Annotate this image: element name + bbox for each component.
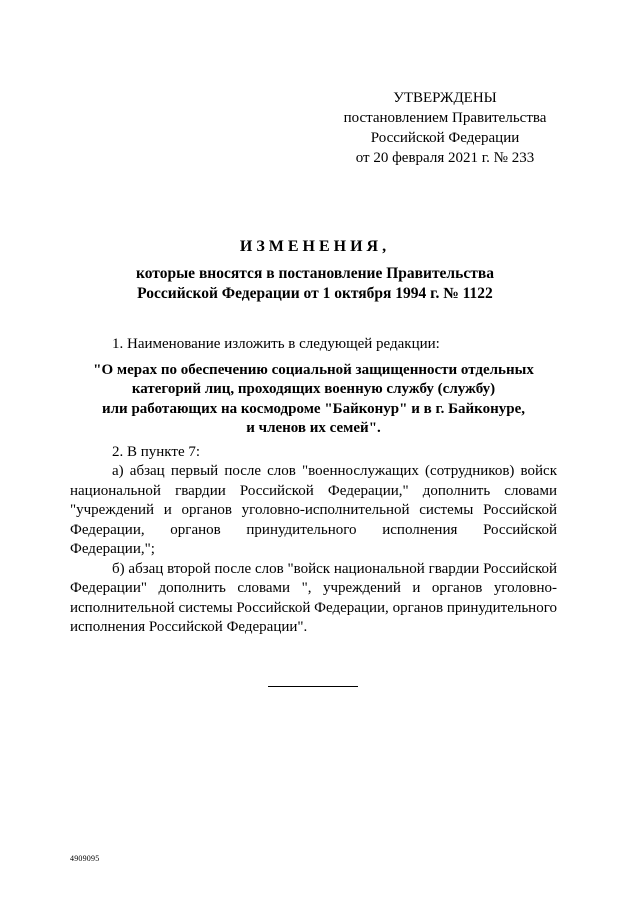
separator-line [268,686,358,687]
document-code: 4909095 [70,854,100,863]
approval-date-number: от 20 февраля 2021 г. № 233 [355,150,535,166]
document-subtitle: которые вносятся в постановление Правительства Российской Федерации от 1 октября 1994 г. № 1122 [136,265,494,302]
new-name-text: "О мерах по обеспечению социальной защищенности отдельных категорий лиц, проходящих военную службу (службу) или работающих на космодроме "Байконур" и в г. Байконуре, и членов их семей". [93,361,534,436]
item-2b: б) абзац второй после слов "войск национальной гвардии Российской Федерации" дополнить словами ", учреждений и органов уголовно-исполнительной системы Российской Федерации, органов принудительного исполнения Российской Федерации". [70,560,557,635]
item-2: 2. В пункте 7: [112,443,201,460]
approval-government: Российской Федерации [370,130,520,146]
item-2a: а) абзац первый после слов "военнослужащих (сотрудников) войск национальной гвардии Российской Федерации," дополнить словами "учреждений и органов уголовно-исполнительной системы Российской Федерации, органов принудительного исполнения Российской Федерации,"; [70,463,557,557]
approval-by-resolution: постановлением Правительства [343,110,547,126]
document-body [70,335,557,638]
document-title: ИЗМЕНЕНИЯ, [239,238,391,255]
approval-block [330,88,560,168]
item-1: 1. Наименование изложить в следующей редакции: [112,336,440,352]
document-heading [60,236,570,304]
approval-title: УТВЕРЖДЕНЫ [393,90,497,106]
